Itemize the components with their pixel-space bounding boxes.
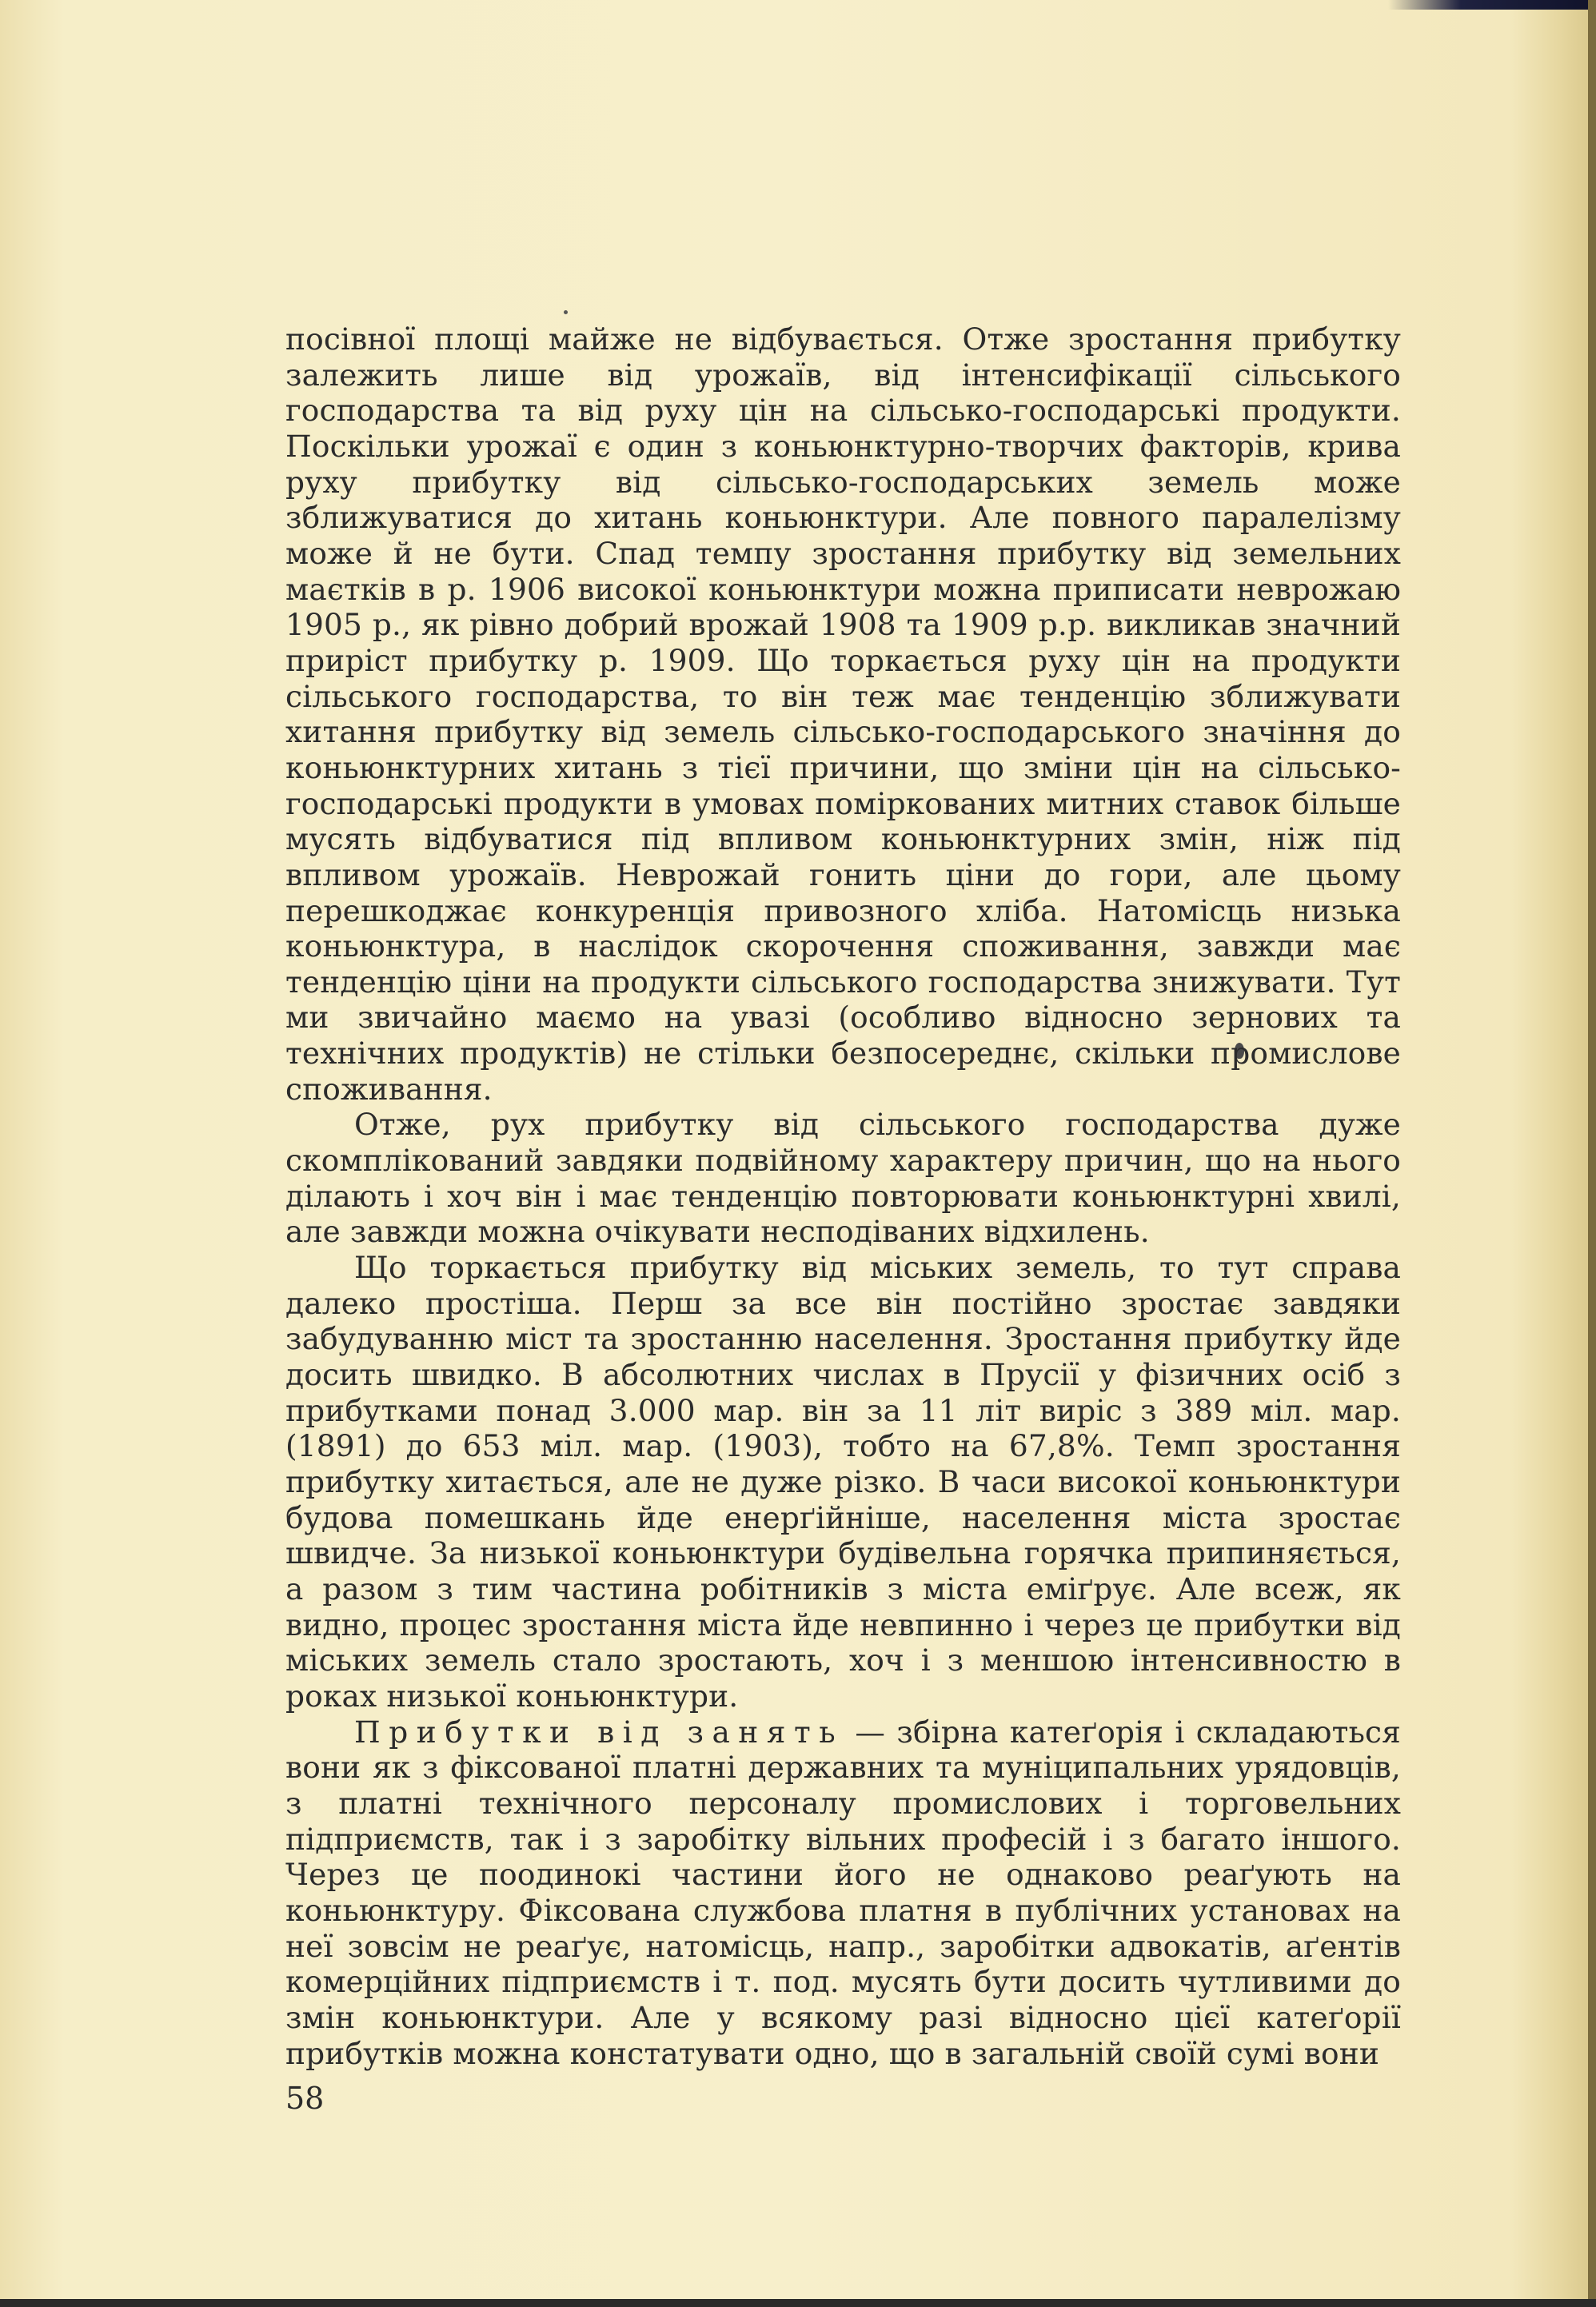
scan-edge-right bbox=[1588, 0, 1596, 2307]
scan-edge-bottom bbox=[0, 2299, 1596, 2307]
paragraph-1: посівної площі майже не відбувається. Отже зростання прибутку залежить лише від урожаїв, від інтенсифікації сільського господарства та від руху цін на сільсько-господарські продукти. Поскільки урожаї є один з коньюнктурно-творчих факторів, крива руху прибутку від сільсько-господарських земель може зближуватися до хитань коньюнктури. Але повного паралелізму може й не бути. Спад темпу зростання прибутку від земельних маєтків в р. 1906 високої коньюнктури можна приписати неврожаю 1905 р., як рівно добрий врожай 1908 та 1909 р.р. викликав значний приріст прибутку р. 1909. Що торкається руху цін на продукти сільського господарства, то він теж має тенденцію зближувати хитання прибутку від земель сільсько-господарського значіння до коньюнктурних хитань з тієї причини, що зміни цін на сільсько-господарські продукти в умовах поміркованих митних ставок більше мусять відбуватися під впливом коньюнктурних змін, ніж під впливом урожаїв. Неврожай гонить ціни до гори, але цьому перешкоджає конкуренція привозного хліба. Натомісць низька коньюнктура, в наслідок скорочення споживання, завжди має тенденцію ціни на продукти сільського господарства знижувати. Тут ми звичайно маємо на увазі (особливо відносно зернових та технічних продуктів) не стільки безпосереднє, скільки промислове споживання. bbox=[285, 321, 1401, 1107]
paragraph-4 bbox=[285, 1714, 1401, 2072]
paragraph-3: Що торкається прибутку від міських земель, то тут справа далеко простіша. Перш за все він постійно зростає завдяки забудуванню міст та зростанню населення. Зростання прибутку йде досить швидко. В абсолютних числах в Прусії у фізичних осіб з прибутками понад 3.000 мар. він за 11 літ виріс з 389 міл. мар. (1891) до 653 міл. мар. (1903), тобто на 67,8%. Темп зростання прибутку хитається, але не дуже різко. В часи високої коньюнктури будова помешкань йде енерґійніше, населення міста зростає швидче. За низької коньюнктури будівельна горячка припиняється, а разом з тим частина робітників з міста еміґрує. Але всеж, як видно, процес зростання міста йде невпинно і через це прибутки від міських земель стало зростають, хоч і з меншою інтенсивностю в роках низької коньюнктури. bbox=[285, 1250, 1401, 1714]
body-text bbox=[285, 321, 1401, 2071]
scan-edge-top bbox=[1388, 0, 1596, 10]
paper-speck bbox=[564, 310, 568, 314]
page-number: 58 bbox=[285, 2081, 325, 2116]
paragraph-4-body: — збірна катеґорія і складаються вони як з фіксованої платні державних та муніципальних урядовців, з платні технічного персоналу промислових і торговельних підприємств, так і з заробітку вільних професій і з багато іншого. Через це поодинокі частини його не однаково реаґують на коньюнктуру. Фіксована службова платня в публічних установах на неї зовсім не реаґує, натомісць, напр., заробітки адвокатів, аґентів комерційних підприємств і т. под. мусять бути досить чутливими до змін коньюнктури. Але у всякому разі відносно цієї катеґорії прибутків можна констатувати одно, що в загальній своїй сумі вони bbox=[285, 1714, 1401, 2071]
paragraph-2: Отже, рух прибутку від сільського господарства дуже скомплікований завдяки подвійному характеру причин, що на нього ділають і хоч він і має тенденцію повторювати коньюнктурні хвилі, але завжди можна очікувати несподіваних відхилень. bbox=[285, 1107, 1401, 1250]
spaced-heading-term: Прибутки від занять bbox=[354, 1714, 844, 1750]
